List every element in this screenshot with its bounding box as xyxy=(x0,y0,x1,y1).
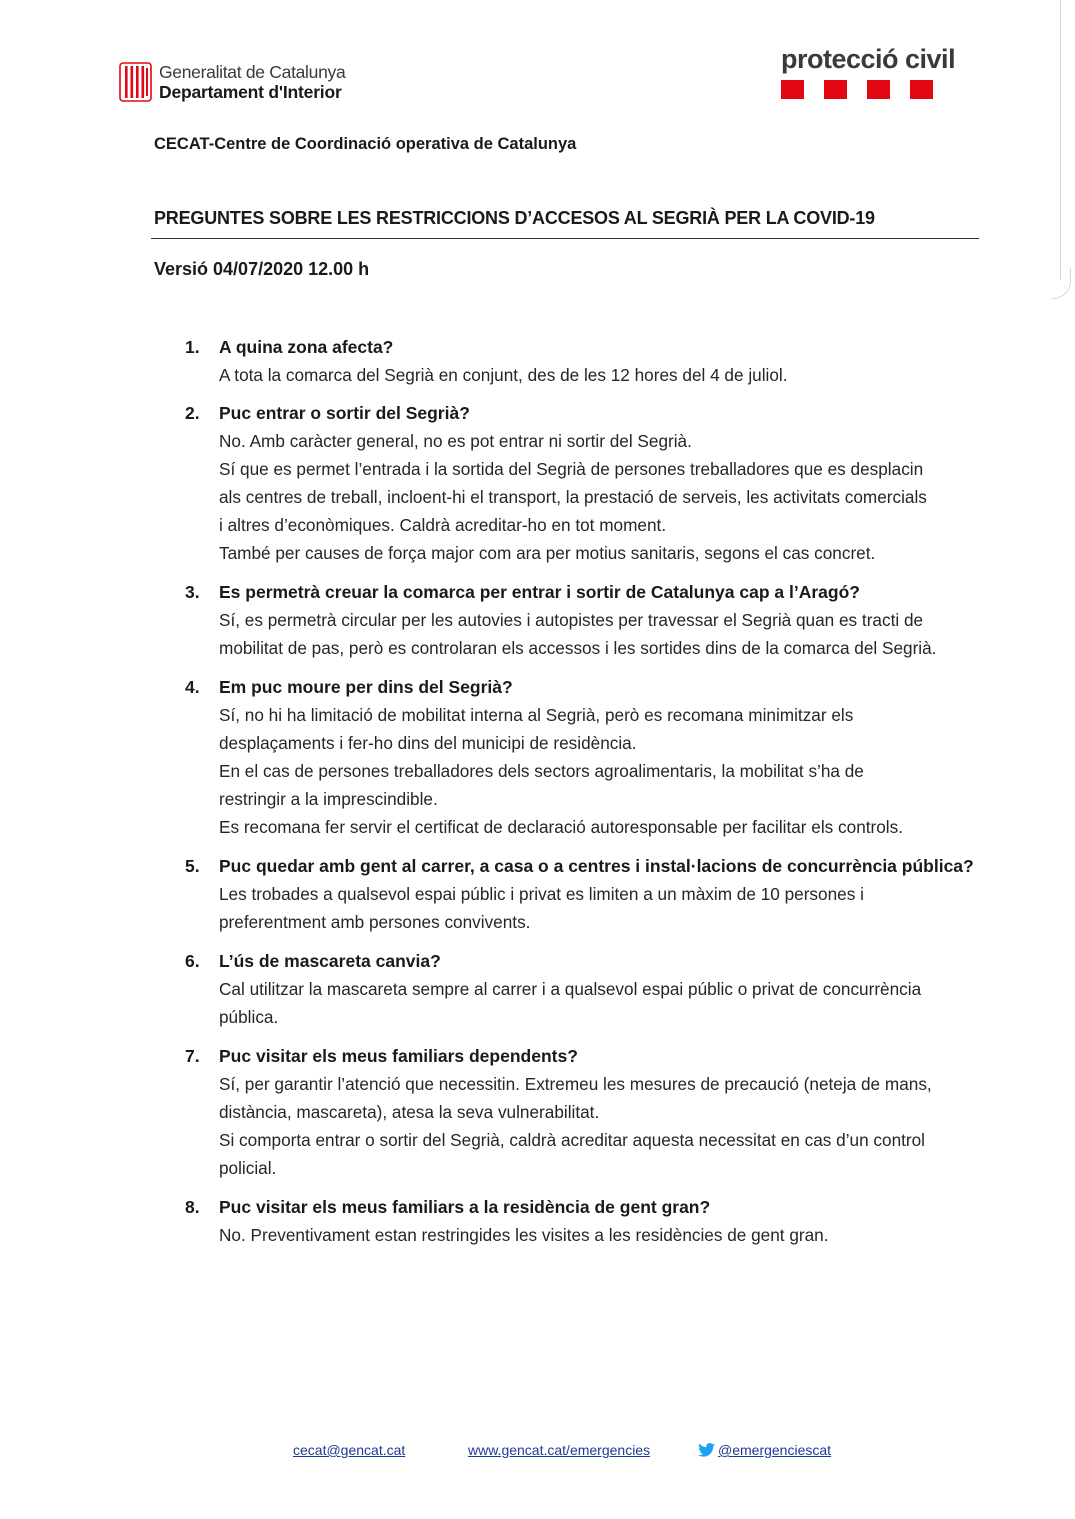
page-edge-line xyxy=(1060,0,1061,280)
answer-line: pública. xyxy=(219,1007,279,1027)
answer-line: mobilitat de pas, però es controlaran els accessos i les sortides dins de la comarca del Segrià. xyxy=(219,638,937,658)
brand-squares xyxy=(781,80,981,99)
catalan-flag-icon xyxy=(119,62,152,102)
question-text: A quina zona afecta? xyxy=(219,337,394,357)
answer-line: Sí, no hi ha limitació de mobilitat interna al Segrià, però es recomana minimitzar els xyxy=(219,705,854,725)
answer-line: distància, mascareta), atesa la seva vulnerabilitat. xyxy=(219,1102,600,1122)
website-link[interactable]: www.gencat.cat/emergencies xyxy=(468,1442,651,1458)
question-number: 1. xyxy=(185,337,200,357)
answer-line: A tota la comarca del Segrià en conjunt, des de les 12 hores del 4 de juliol. xyxy=(219,365,788,385)
question-number: 2. xyxy=(185,403,200,423)
twitter-icon xyxy=(698,1443,715,1457)
question-number: 5. xyxy=(185,856,200,876)
brand-square xyxy=(781,80,804,99)
answer-line: No. Preventivament estan restringides les visites a les residències de gent gran. xyxy=(219,1225,829,1245)
question-number: 6. xyxy=(185,951,200,971)
answer-line: desplaçaments i fer-ho dins del municipi de residència. xyxy=(219,733,637,753)
question-number: 7. xyxy=(185,1046,200,1066)
brand-square xyxy=(867,80,890,99)
email-link[interactable]: cecat@gencat.cat xyxy=(293,1442,406,1458)
question-text: Puc quedar amb gent al carrer, a casa o a centres i instal·lacions de concurrència pública? xyxy=(219,856,974,876)
question-text: Puc visitar els meus familiars dependents? xyxy=(219,1046,578,1066)
question-text: Puc entrar o sortir del Segrià? xyxy=(219,403,470,423)
answer-line: També per causes de força major com ara per motius sanitaris, segons el cas concret. xyxy=(219,543,876,563)
answer-line: No. Amb caràcter general, no es pot entrar ni sortir del Segrià. xyxy=(219,431,692,451)
brand-name: protecció civil xyxy=(781,44,956,74)
brand-square xyxy=(910,80,933,99)
brand-square xyxy=(824,80,847,99)
answer-line: Les trobades a qualsevol espai públic i privat es limiten a un màxim de 10 persones i xyxy=(219,884,864,904)
org-department: Departament d'Interior xyxy=(159,82,342,102)
gencat-logo xyxy=(119,62,345,102)
proteccio-civil-logo xyxy=(781,44,981,99)
gencat-text xyxy=(159,62,345,102)
org-name: Generalitat de Catalunya xyxy=(159,62,346,82)
document-title: PREGUNTES SOBRE LES RESTRICCIONS D’ACCESOS AL SEGRIÀ PER LA COVID-19 xyxy=(154,208,875,228)
twitter-link[interactable]: @emergenciescat xyxy=(718,1442,832,1458)
answer-line: Es recomana fer servir el certificat de declaració autoresponsable per facilitar els controls. xyxy=(219,817,903,837)
question-text: Puc visitar els meus familiars a la residència de gent gran? xyxy=(219,1197,711,1217)
question-text: L’ús de mascareta canvia? xyxy=(219,951,441,971)
answer-line: En el cas de persones treballadores dels sectors agroalimentaris, la mobilitat s’ha de xyxy=(219,761,864,781)
answer-line: i altres d’econòmiques. Caldrà acreditar-ho en tot moment. xyxy=(219,515,667,535)
answer-line: Sí, per garantir l’atenció que necessitin. Extremeu les mesures de precaució (neteja de mans, xyxy=(219,1074,932,1094)
answer-line: als centres de treball, incloent-hi el transport, la prestació de serveis, les activitats comercials xyxy=(219,487,927,507)
question-number: 8. xyxy=(185,1197,200,1217)
page-edge-curve xyxy=(1052,268,1071,299)
title-divider xyxy=(151,238,979,239)
answer-line: preferentment amb persones convivents. xyxy=(219,912,531,932)
question-text: Em puc moure per dins del Segrià? xyxy=(219,677,513,697)
center-name: CECAT-Centre de Coordinació operativa de Catalunya xyxy=(154,135,577,153)
answer-line: Cal utilitzar la mascareta sempre al carrer i a qualsevol espai públic o privat de concurrència xyxy=(219,979,922,999)
question-text: Es permetrà creuar la comarca per entrar i sortir de Catalunya cap a l’Aragó? xyxy=(219,582,860,602)
question-number: 4. xyxy=(185,677,200,697)
question-number: 3. xyxy=(185,582,200,602)
answer-line: policial. xyxy=(219,1158,277,1178)
answer-line: restringir a la imprescindible. xyxy=(219,789,438,809)
document-version: Versió 04/07/2020 12.00 h xyxy=(154,259,370,279)
answer-line: Sí que es permet l’entrada i la sortida del Segrià de persones treballadores que es desplacin xyxy=(219,459,924,479)
answer-line: Sí, es permetrà circular per les autovies i autopistes per travessar el Segrià quan es tracti de xyxy=(219,610,924,630)
answer-line: Si comporta entrar o sortir del Segrià, caldrà acreditar aquesta necessitat en cas d’un control xyxy=(219,1130,926,1150)
